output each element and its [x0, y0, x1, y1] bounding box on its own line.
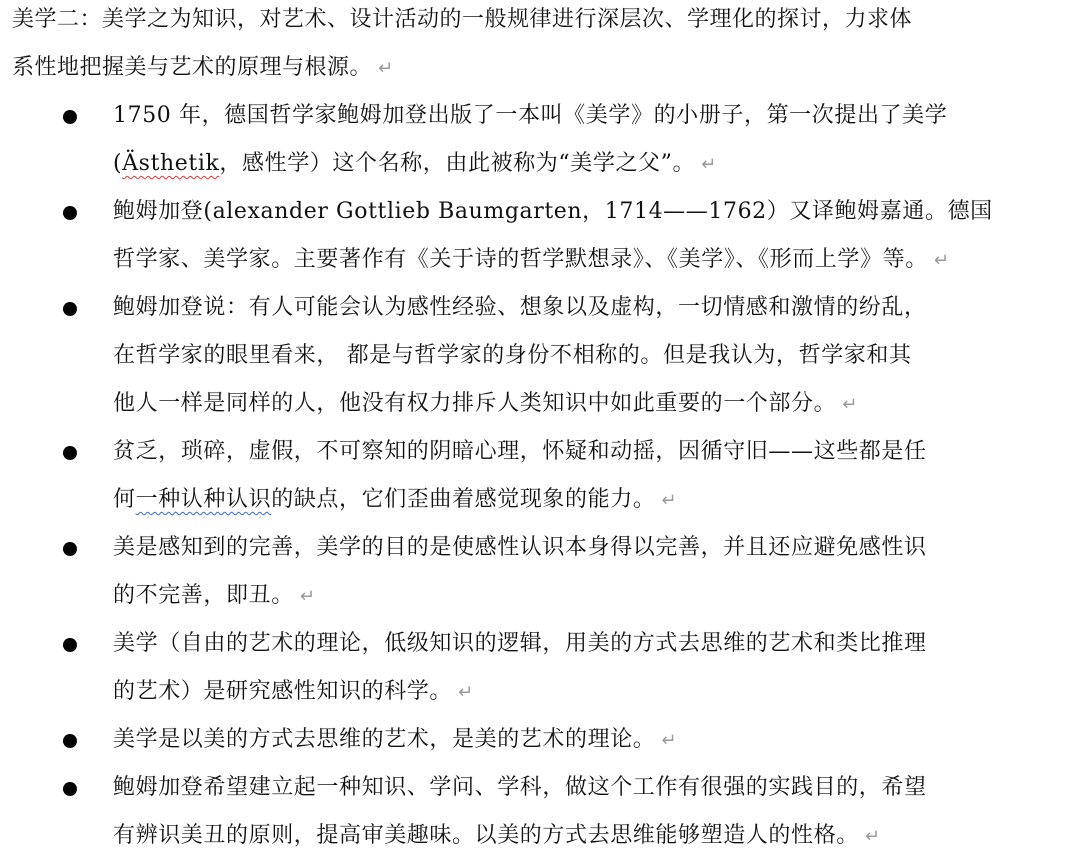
list-item-text-segment: ( [113, 151, 123, 176]
list-item-text-segment: 美学是以美的方式去思维的艺术，是美的艺术的理论。 [113, 727, 656, 752]
list-item-text [113, 524, 1073, 620]
list-item-text [113, 716, 1073, 764]
list-item-line [113, 476, 1073, 524]
paragraph-mark-icon: ↵ [701, 154, 717, 175]
paragraph-mark-icon: ↵ [458, 682, 474, 703]
intro-line-2-text: 系性地把握美与艺术的原理与根源。 [12, 55, 373, 80]
list-item-text [113, 188, 1073, 284]
paragraph-mark-icon: ↵ [661, 490, 678, 511]
list-item-line: 在哲学家的眼里看来， 都是与哲学家的身份不相称的。但是我认为，哲学家和其 [113, 343, 912, 368]
list-item-text [113, 764, 1073, 860]
list-item-text-segment: 何 [113, 487, 136, 512]
bullet-icon [63, 734, 77, 748]
list-item-text [113, 428, 1073, 524]
spellcheck-underlined-word: Ästhetik [122, 151, 220, 176]
bullet-icon [63, 782, 77, 796]
intro-line-1: 美学二：美学之为知识，对艺术、设计活动的一般规律进行深层次、学理化的探讨，力求体 [12, 7, 913, 32]
list-item-line: 1750 年，德国哲学家鲍姆加登出版了一本叫《美学》的小册子，第一次提出了美学 [113, 103, 948, 128]
list-item-text [113, 620, 1073, 716]
paragraph-mark-icon: ↵ [842, 394, 858, 415]
bullet-icon [63, 110, 77, 124]
list-item-line [113, 668, 1073, 716]
list-item-line: 鲍姆加登说：有人可能会认为感性经验、想象以及虚构，一切情感和激情的纷乱， [113, 295, 927, 320]
list-item-line [113, 716, 1073, 764]
list-item-text [113, 284, 1073, 428]
bullet-icon [63, 206, 77, 220]
list-item-text-segment: 的不完善，即丑。 [113, 583, 294, 608]
paragraph-mark-icon: ↵ [864, 826, 881, 847]
list-item-text-segment: 他人一样是同样的人，他没有权力排斥人类知识中如此重要的一个部分。 [113, 391, 837, 416]
bullet-icon [63, 638, 77, 652]
grammar-underlined-phrase: 一种认种认识 [135, 487, 272, 512]
list-item-text-segment: ，感性学）这个名称，由此被称为“美学之父”。 [219, 151, 696, 176]
paragraph-mark-icon: ↵ [378, 58, 394, 79]
list-item-line [113, 140, 1073, 188]
list-item-line [113, 812, 1073, 860]
list-item-line: 鲍姆加登希望建立起一种知识、学问、学科，做这个工作有很强的实践目的，希望 [113, 775, 927, 800]
list-item-line: 美是感知到的完善，美学的目的是使感性认识本身得以完善，并且还应避免感性识 [113, 535, 927, 560]
paragraph-mark-icon: ↵ [933, 250, 950, 271]
bullet-icon [63, 446, 77, 460]
list-item-line: 贫乏，琐碎，虚假，不可察知的阴暗心理，怀疑和动摇，因循守旧——这些都是任 [113, 439, 927, 464]
paragraph-mark-icon: ↵ [661, 730, 678, 751]
bullet-icon [63, 542, 77, 556]
list-item-line [113, 236, 1073, 284]
list-item-line: 美学（自由的艺术的理论，低级知识的逻辑，用美的方式去思维的艺术和类比推理 [113, 631, 927, 656]
intro-paragraph [12, 0, 1022, 92]
list-item-line: 鲍姆加登(alexander Gottlieb Baumgarten，1714——1762）又译鲍姆嘉通。德国 [113, 199, 993, 224]
bullet-icon [63, 302, 77, 316]
list-item-text-segment: 的缺点，它们歪曲着感觉现象的能力。 [271, 487, 656, 512]
list-item-text-segment: 有辨识美丑的原则，提高审美趣味。以美的方式去思维能够塑造人的性格。 [113, 823, 859, 848]
list-item-text [113, 92, 1073, 188]
paragraph-mark-icon: ↵ [299, 586, 316, 607]
list-item-text-segment: 的艺术）是研究感性知识的科学。 [113, 679, 453, 704]
list-item-line [113, 380, 1073, 428]
intro-line-2 [12, 44, 1022, 92]
list-item-text-segment: 哲学家、美学家。主要著作有《关于诗的哲学默想录》、《美学》、《形而上学》等。 [113, 247, 928, 272]
list-item-line [113, 572, 1073, 620]
